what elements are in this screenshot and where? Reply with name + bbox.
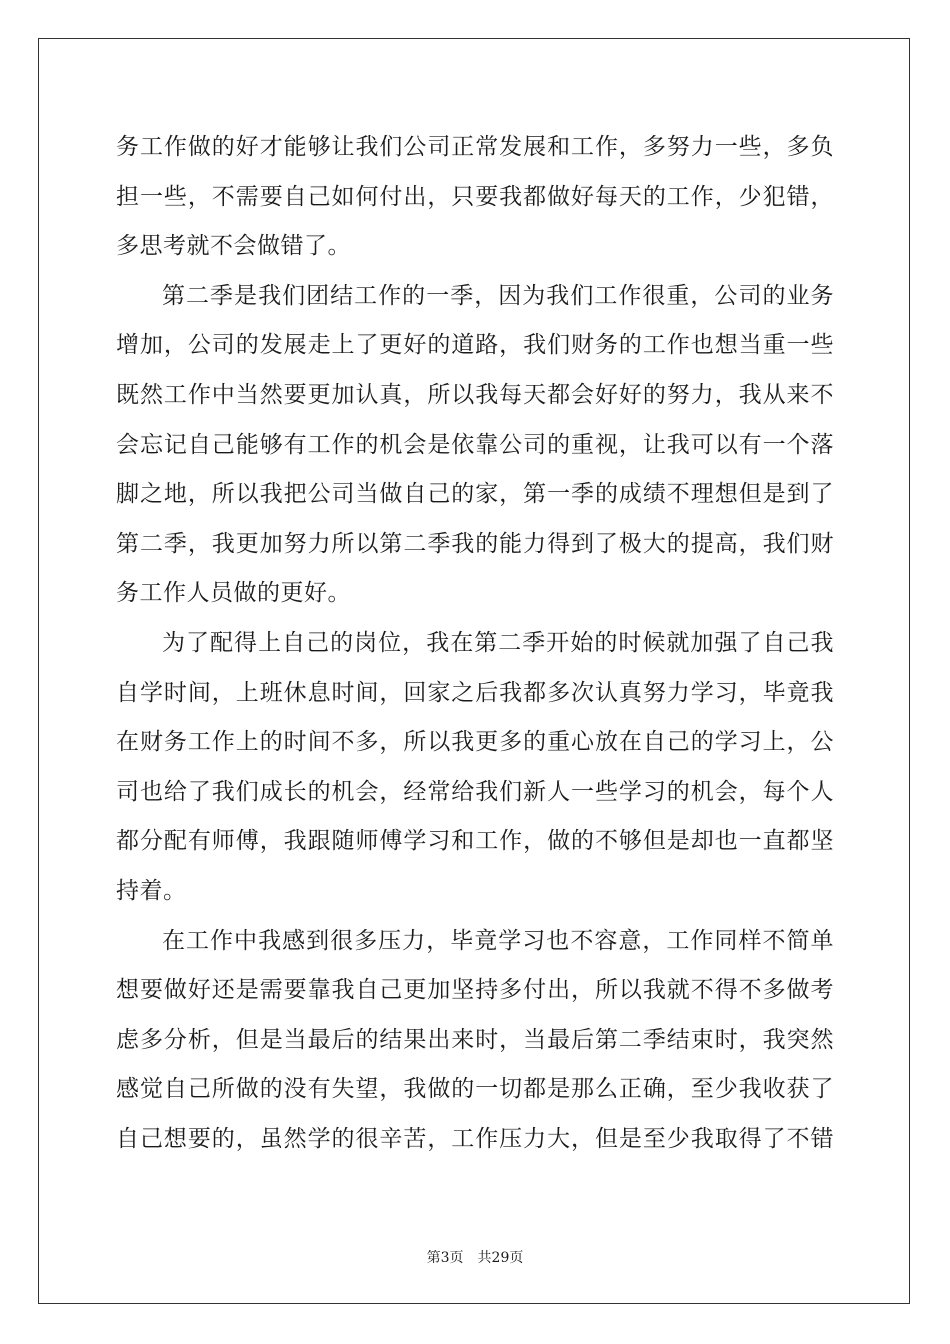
- text-line: 在财务工作上的时间不多，所以我更多的重心放在自己的学习上，公: [116, 729, 834, 756]
- text-line: 第二季是我们团结工作的一季，因为我们工作很重，公司的业务: [162, 282, 834, 309]
- current-page-label: 第3页: [426, 1250, 464, 1266]
- text-line: 担一些，不需要自己如何付出，只要我都做好每天的工作，少犯错，: [116, 183, 834, 210]
- text-line: 都分配有师傅，我跟随师傅学习和工作，做的不够但是却也一直都坚: [116, 828, 834, 855]
- text-line: 务工作人员做的更好。: [116, 580, 351, 607]
- text-line: 增加，公司的发展走上了更好的道路，我们财务的工作也想当重一些: [116, 332, 834, 359]
- text-line: 多思考就不会做错了。: [116, 233, 351, 260]
- text-line: 想要做好还是需要靠我自己更加坚持多付出，所以我就不得不多做考: [116, 977, 834, 1004]
- text-line: 自己想要的，虽然学的很辛苦，工作压力大，但是至少我取得了不错: [116, 1125, 834, 1152]
- text-line: 脚之地，所以我把公司当做自己的家，第一季的成绩不理想但是到了: [116, 481, 834, 508]
- text-line: 务工作做的好才能够让我们公司正常发展和工作，多努力一些，多负: [116, 134, 834, 160]
- document-body: [116, 123, 834, 1164]
- page-footer: [0, 1247, 950, 1267]
- text-line: 第二季，我更加努力所以第二季我的能力得到了极大的提高，我们财: [116, 530, 834, 557]
- text-line: 自学时间，上班休息时间，回家之后我都多次认真努力学习，毕竟我: [116, 679, 834, 706]
- text-line: 在工作中我感到很多压力，毕竟学习也不容意，工作同样不简单: [162, 927, 834, 954]
- text-line: 会忘记自己能够有工作的机会是依靠公司的重视，让我可以有一个落: [116, 431, 834, 458]
- text-line: 持着。: [116, 877, 187, 904]
- text-line: 感觉自己所做的没有失望，我做的一切都是那么正确，至少我收获了: [116, 1076, 834, 1103]
- total-pages-label: 共29页: [477, 1250, 524, 1266]
- text-line: 虑多分析，但是当最后的结果出来时，当最后第二季结束时，我突然: [116, 1026, 834, 1053]
- text-line: 司也给了我们成长的机会，经常给我们新人一些学习的机会，每个人: [116, 778, 834, 805]
- text-line: 既然工作中当然要更加认真，所以我每天都会好好的努力，我从来不: [116, 381, 834, 408]
- text-line: 为了配得上自己的岗位，我在第二季开始的时候就加强了自己我: [162, 629, 834, 656]
